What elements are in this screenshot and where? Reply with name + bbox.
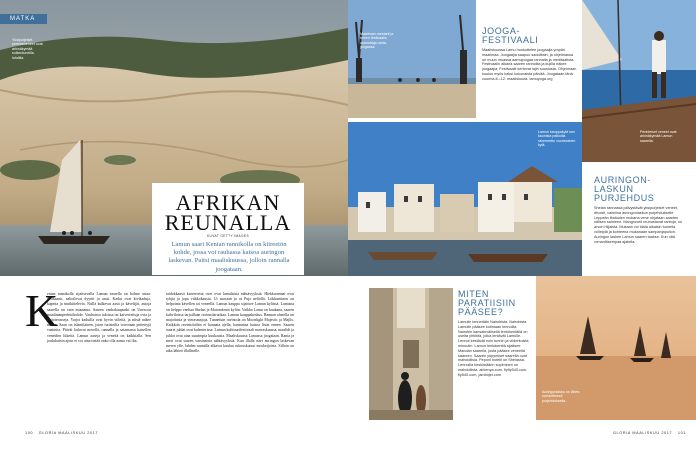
footer-left <box>25 431 98 435</box>
footer-left-page-number: 100 <box>25 431 34 435</box>
boatman-caption: Perinteiset veneet ovat arkinäkymää Lamun saarella. <box>640 130 677 143</box>
footer-right-page-number: 101 <box>677 431 686 435</box>
body-column-1 <box>25 285 151 420</box>
sunset-sail-text: Shelan rannassa päivystävät yksipurjeiset veneet, dhowit, valmiina auringonlaskun purjehdukselle. Leppeän iltatuulen mukana vene ohjataan saarten välisen salmeen. Mangroveit reunustavat rantoja, on arvon hiljaista. Mukaan voi tilata aikaisin tuoreita voileipiä ja kohteena mukanaan sampanjapullon. Auringon laskee Lamun saaren taakse. Kun olisi romanttisempaa ajatella. <box>594 206 683 244</box>
sunset-sail-title-line1: AURINGON- <box>594 175 651 185</box>
paradise-title-line1: MITEN <box>458 289 489 299</box>
sunset-sail-title <box>594 176 654 203</box>
yoga-title-line2: FESTIVAALI <box>482 35 539 45</box>
title-box <box>152 183 304 275</box>
sunset-sail-title-line3: PURJEHDUS <box>594 193 655 203</box>
sunset-boats-caption: Auringonlasku on lähes romanttisesti purjehduksella. <box>542 390 580 403</box>
article-byline: KUVAT GETTY IMAGES <box>206 234 250 238</box>
footer-right-magazine: GLORIA MAALISKUU 2017 <box>612 431 673 435</box>
yoga-title <box>482 27 538 45</box>
paradise-title-line2: PARATIISIIN <box>458 298 516 308</box>
footer-right <box>613 431 686 435</box>
article-title-line2: REUNALLA <box>164 210 292 235</box>
paradise-title-line3: PÄÄSEE? <box>458 307 504 317</box>
article-title-line1: AFRIKAN <box>175 190 281 215</box>
article-deck: Lamun saari Kenian rannikolla on kiireetön kohde, jossa voi rauhassa katsoa auringon laskevan. Paitsi maaliskuussa, jolloin rannalla joogataan. <box>168 241 290 273</box>
body-column-1-text: enian rannikolla sijaitsevalla Lamun saarella on kolme asiaa: pelikaanit, aaltoilevat dyynit ja aasit. Kadut ovat kivikaduja, kapeita ja mutkittelevia. Niillä kulkevat aasit ja kävelijät, autoja saarella on vain muutama. Saaren vanhakaupunki on Unescon maailmanperintökohde. Vanhoissa taloissa on kaiverrettuja ovia ja kattoterasseja. Varjot kaduilla ovat hyvin viileitä, ja niistä näkee meren. Saari on islamilainen, joten turisteilta toivotaan peitettyjä vaatteita. Päivät kuluvat merellä, rannalla ja satamassa katsellen veneiden liikettä. Lamun aaseja ja veneitä on kaikkialla. Sen joulukuisin ajoin ei voi aina tietää onko olla aamu vai ilta. <box>47 292 151 343</box>
section-tag: MATKA <box>0 14 47 24</box>
sunset-sail-title-line2: LASKUN <box>594 184 634 194</box>
harbor-caption: Lamun kauppakylä sen kaunista paikoilla rakennettu vuoristoinen kylä. <box>538 130 576 148</box>
paradise-text: Lamulle lennetään Nairobista. Nairobista Lamulle pääsee kotimaan lennoilla. Nairobin kansainvälisellä lentokentällä on useita yhtiöitä, jotka lentävät Lamulle. Lennot kestävät noin tunnin ja viidentoista minuutin. Lamun lentokenttä sijaitsee Mandan saarella, josta pääsee veneellä saareen. Saaren yöpymiset saarella ovat mahdollisia. Peponi hotelli on Shelassa. Lennoilla keskimäärin sopiminen on mahdollista. airkenya.com, flyfly540.com, fly540.com, jambojet.com <box>458 320 529 377</box>
yoga-title-line1: JOOGA- <box>482 26 521 36</box>
yoga-caption: Maailman-mestarit ja toinen festivaalin osanottaja ranta-joogassa. <box>360 32 394 50</box>
article-title <box>152 190 304 235</box>
hero-caption: Yksipurjeiset perinneveneet ovat arkinäkymää sulkeutuneilla lahdilla. <box>12 38 43 60</box>
yoga-photo <box>348 0 476 118</box>
street-photo <box>369 288 453 420</box>
footer-left-magazine: GLORIA MAALISKUU 2017 <box>38 431 99 435</box>
paradise-title <box>458 290 516 317</box>
yoga-text: Maaliskuussa Lamu houkuttelee joogaajia ympäri maailmaa. Joogaajia saapuu sadoittain, ja ohjelmassa on muun muassa aamujoogaa rannalla ja meditaatiota. Festivaalin aikana saaren rannoilla ja kujilla näkee joogaajia. Festivaalit kertovat lajin suosiosta. Ohjelmaan kuuluu myös kaksi kokonaista päivää. Joogataan tänä vuonna 8.–12. maaliskuuta. lamuyoga.org <box>482 48 577 81</box>
drop-cap: K <box>25 285 59 336</box>
body-column-2: taidokkaasti kaiverretut ovet ovat lamulaisia nähtävyyksiä. Hiekkarannat ovat tyhjiä ja jopa viikkokausia. Ui suoraan ja ui Puja neliöllä. Liikkuminen on helpointa kävellen tai veneellä. Lamun kauppa sijaitsee Lamun kylässä. Lamusta on helppo vaeltaa Shelan ja Matondonin kyliin. Vaikka Lamu on kaukana, saaren kahviloissa tarjoillaan ravintolaruokaa. Lamun kauppakeskus. Rannan alueella on majoitusta ja vierasmajoja. Tunnetuin ravintola on Moonlight Majestic ja Majlis. Kaikkiin ravintoloihin ei kannata ajella, kannattaa katsoa listat ennen. Saaren suuret juhlat ovat kalenterissa: Lamun kulttuurifestivaali marraskuussa, maulidi ja juhlat ovat aina suurimpia kuukausia. Maaliskuussa Lamussa joogataan. Ranta ja meri ovat saaren varsinaisia nähtävyyksiä. Kun illalla näet auringon laskevan meren ylle, lahden rannalla alkavat kuulua rukouskutsut moskeijoista. Silloin on aika lähteä illalliselle. <box>166 292 294 354</box>
